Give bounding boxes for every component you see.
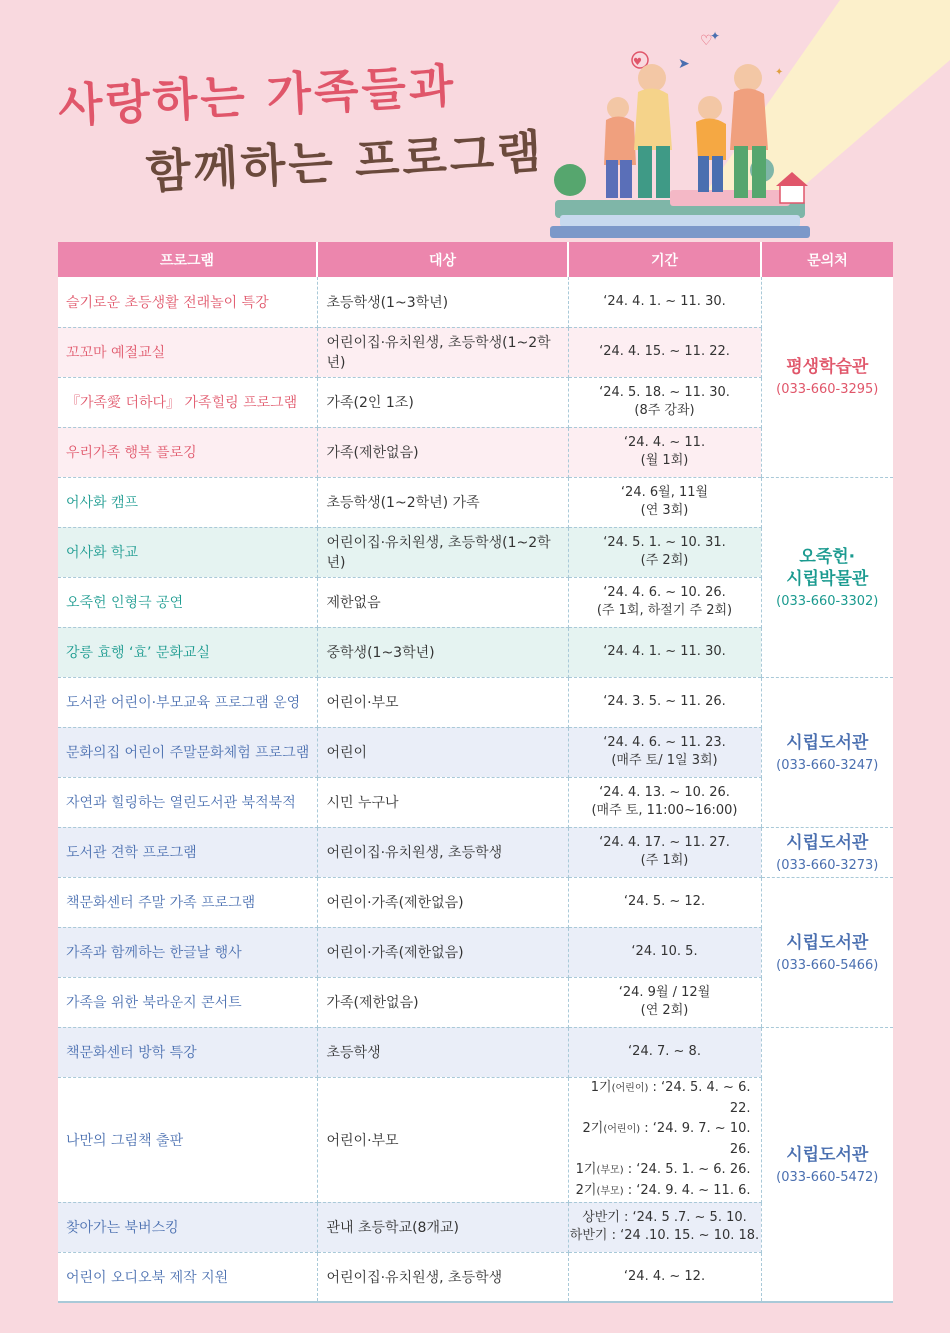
- program-period: [568, 277, 761, 327]
- program-name: 가족을 위한 북라운지 콘서트: [58, 977, 317, 1027]
- period-dates: : ‘24. 5. 4. ~ 6. 22.: [648, 1079, 751, 1116]
- svg-text:➤: ➤: [678, 56, 690, 72]
- period-line: (매주 토, 11:00~16:00): [591, 803, 738, 818]
- table-row: [58, 1027, 893, 1077]
- period-term: 2기: [575, 1182, 597, 1198]
- program-target: 어린이: [317, 727, 568, 777]
- program-name: 어사화 캠프: [58, 477, 317, 527]
- page-title: [56, 58, 558, 210]
- program-target: 어린이집·유치원생, 초등학생: [317, 827, 568, 877]
- program-period: [568, 927, 761, 977]
- period-line: ‘24. 5. 1. ~ 10. 31.: [603, 535, 726, 550]
- program-target: 초등학생: [317, 1027, 568, 1077]
- program-target: 초등학생(1~3학년): [317, 277, 568, 327]
- program-period: [568, 477, 761, 527]
- period-line: (연 3회): [640, 503, 689, 518]
- contact-org: 시립도서관: [786, 732, 869, 753]
- program-target: 어린이·부모: [317, 677, 568, 727]
- period-line: ‘24. 5. ~ 12.: [623, 894, 706, 909]
- period-tag: (부모): [596, 1164, 624, 1176]
- program-target: 관내 초등학교(8개교): [317, 1202, 568, 1252]
- program-target: 가족(제한없음): [317, 427, 568, 477]
- svg-text:♥: ♥: [633, 57, 642, 68]
- program-period: [568, 327, 761, 377]
- period-line: ‘24. 5. 18. ~ 11. 30.: [599, 385, 730, 400]
- program-period: [568, 427, 761, 477]
- period-line: ‘24. 4. 6. ~ 11. 23.: [603, 735, 726, 750]
- title-line-2: 함께하는 프로그램: [144, 124, 546, 199]
- period-dates: : ‘24. 9. 7. ~ 10. 26.: [640, 1120, 751, 1157]
- program-period: [568, 377, 761, 427]
- period-dates: : ‘24. 5. 1. ~ 6. 26.: [623, 1161, 751, 1177]
- period-line: 하반기 : ‘24 .10. 15. ~ 10. 18.: [569, 1228, 760, 1243]
- program-name: 가족과 함께하는 한글날 행사: [58, 927, 317, 977]
- program-name: 책문화센터 방학 특강: [58, 1027, 317, 1077]
- program-name: 강릉 효행 ‘효’ 문화교실: [58, 627, 317, 677]
- program-period: [568, 877, 761, 927]
- period-line: [569, 1119, 751, 1160]
- contact-org: 오죽헌·: [799, 546, 856, 567]
- program-period: [568, 1252, 761, 1302]
- header-program: 프로그램: [58, 242, 317, 277]
- svg-text:✦: ✦: [710, 29, 721, 43]
- program-target: 어린이·가족(제한없음): [317, 877, 568, 927]
- contact-org: 시립박물관: [786, 568, 869, 589]
- period-line: [569, 1078, 751, 1119]
- period-line: ‘24. 4. 17. ~ 11. 27.: [599, 835, 730, 850]
- program-table: [58, 242, 893, 1303]
- contact-org: 시립도서관: [786, 932, 869, 953]
- program-target: 어린이집·유치원생, 초등학생(1~2학년): [317, 527, 568, 577]
- period-line: ‘24. 4. 1. ~ 11. 30.: [603, 293, 726, 309]
- period-line: (연 2회): [640, 1003, 689, 1018]
- contact-org: 시립도서관: [786, 1144, 869, 1165]
- period-line: [569, 1181, 751, 1202]
- program-name: 오죽헌 인형극 공연: [58, 577, 317, 627]
- program-period: [568, 1202, 761, 1252]
- svg-text:✦: ✦: [775, 67, 784, 78]
- period-line: ‘24. 7. ~ 8.: [628, 1044, 701, 1059]
- contact-cell: [761, 277, 893, 477]
- header-target: 대상: [317, 242, 568, 277]
- program-target: 가족(제한없음): [317, 977, 568, 1027]
- program-name: 도서관 견학 프로그램: [58, 827, 317, 877]
- program-period: [568, 827, 761, 877]
- period-line: ‘24. 6월, 11월: [620, 485, 709, 500]
- period-tag: (부모): [596, 1185, 624, 1197]
- period-line: ‘24. 4. 1. ~ 11. 30.: [603, 644, 726, 659]
- program-name: 꼬꼬마 예절교실: [58, 327, 317, 377]
- program-name: 찾아가는 북버스킹: [58, 1202, 317, 1252]
- program-name: 어사화 학교: [58, 527, 317, 577]
- program-period: [568, 727, 761, 777]
- contact-org: 평생학습관: [786, 357, 869, 378]
- table-row: [58, 677, 893, 727]
- period-line: ‘24. 4. 15. ~ 11. 22.: [599, 344, 730, 359]
- period-term: 1기: [590, 1079, 612, 1095]
- program-target: 어린이·가족(제한없음): [317, 927, 568, 977]
- program-period: [568, 527, 761, 577]
- program-period: [568, 677, 761, 727]
- table-row: [58, 827, 893, 877]
- period-line: (주 1회, 하절기 주 2회): [596, 603, 733, 618]
- program-name: 어린이 오디오북 제작 지원: [58, 1252, 317, 1302]
- contact-phone: (033-660-5466): [776, 957, 879, 973]
- table-row: [58, 277, 893, 327]
- period-line: ‘24. 10. 5.: [631, 944, 698, 959]
- program-target: 초등학생(1~2학년) 가족: [317, 477, 568, 527]
- program-target: 중학생(1~3학년): [317, 627, 568, 677]
- table-row: [58, 877, 893, 927]
- program-period: [568, 977, 761, 1027]
- period-line: ‘24. 4. ~ 11.: [623, 435, 706, 450]
- program-name: 문화의집 어린이 주말문화체험 프로그램: [58, 727, 317, 777]
- program-period: [568, 1077, 761, 1202]
- program-target: 제한없음: [317, 577, 568, 627]
- table-header-row: [58, 242, 893, 277]
- program-target: 어린이·부모: [317, 1077, 568, 1202]
- period-line: [569, 1160, 751, 1181]
- title-line-1: 사랑하는 가족들과: [56, 58, 458, 133]
- contact-cell: [761, 877, 893, 1027]
- program-name: 나만의 그림책 출판: [58, 1077, 317, 1202]
- period-line: (8주 강좌): [634, 403, 695, 418]
- contact-phone: (033-660-3295): [776, 382, 879, 398]
- period-line: ‘24. 3. 5. ~ 11. 26.: [603, 694, 726, 709]
- program-period: [568, 577, 761, 627]
- program-target: 어린이집·유치원생, 초등학생(1~2학년): [317, 327, 568, 377]
- period-dates: : ‘24. 9. 4. ~ 11. 6.: [623, 1182, 751, 1198]
- family-illustration: [540, 0, 950, 245]
- svg-text:♡: ♡: [700, 33, 713, 49]
- period-line: ‘24. 4. 6. ~ 10. 26.: [603, 585, 726, 600]
- program-period: [568, 627, 761, 677]
- program-name: 책문화센터 주말 가족 프로그램: [58, 877, 317, 927]
- period-line: (월 1회): [640, 453, 689, 468]
- program-name: 우리가족 행복 플로깅: [58, 427, 317, 477]
- header-period: 기간: [568, 242, 761, 277]
- period-term: 2기: [582, 1120, 604, 1136]
- contact-phone: (033-660-3273): [776, 857, 879, 873]
- contact-cell: [761, 677, 893, 827]
- contact-org: 시립도서관: [786, 832, 869, 853]
- period-tag: (어린이): [611, 1082, 649, 1094]
- period-line: (주 2회): [640, 553, 689, 568]
- contact-cell: [761, 477, 893, 677]
- program-period: [568, 1027, 761, 1077]
- program-name: 슬기로운 초등생활 전래놀이 특강: [58, 277, 317, 327]
- program-name: 자연과 힐링하는 열린도서관 북적북적: [58, 777, 317, 827]
- period-line: (매주 토/ 1일 3회): [611, 753, 718, 768]
- period-term: 1기: [575, 1161, 597, 1177]
- table-row: [58, 477, 893, 527]
- program-target: 가족(2인 1조): [317, 377, 568, 427]
- header-contact: 문의처: [761, 242, 893, 277]
- contact-phone: (033-660-3247): [776, 757, 879, 773]
- program-name: 『가족愛 더하다』 가족힐링 프로그램: [58, 377, 317, 427]
- period-line: ‘24. 4. 13. ~ 10. 26.: [599, 785, 730, 800]
- contact-phone: (033-660-5472): [776, 1169, 879, 1185]
- period-line: (주 1회): [640, 853, 689, 868]
- program-target: 어린이집·유치원생, 초등학생: [317, 1252, 568, 1302]
- contact-cell: [761, 827, 893, 877]
- period-line: ‘24. 4. ~ 12.: [623, 1268, 706, 1284]
- period-tag: (어린이): [603, 1123, 641, 1135]
- contact-phone: (033-660-3302): [776, 593, 879, 609]
- program-target: 시민 누구나: [317, 777, 568, 827]
- period-line: 상반기 : ‘24. 5 .7. ~ 5. 10.: [582, 1210, 747, 1225]
- program-name: 도서관 어린이·부모교육 프로그램 운영: [58, 677, 317, 727]
- period-line: ‘24. 9월 / 12월: [618, 985, 711, 1000]
- contact-cell: [761, 1027, 893, 1302]
- program-period: [568, 777, 761, 827]
